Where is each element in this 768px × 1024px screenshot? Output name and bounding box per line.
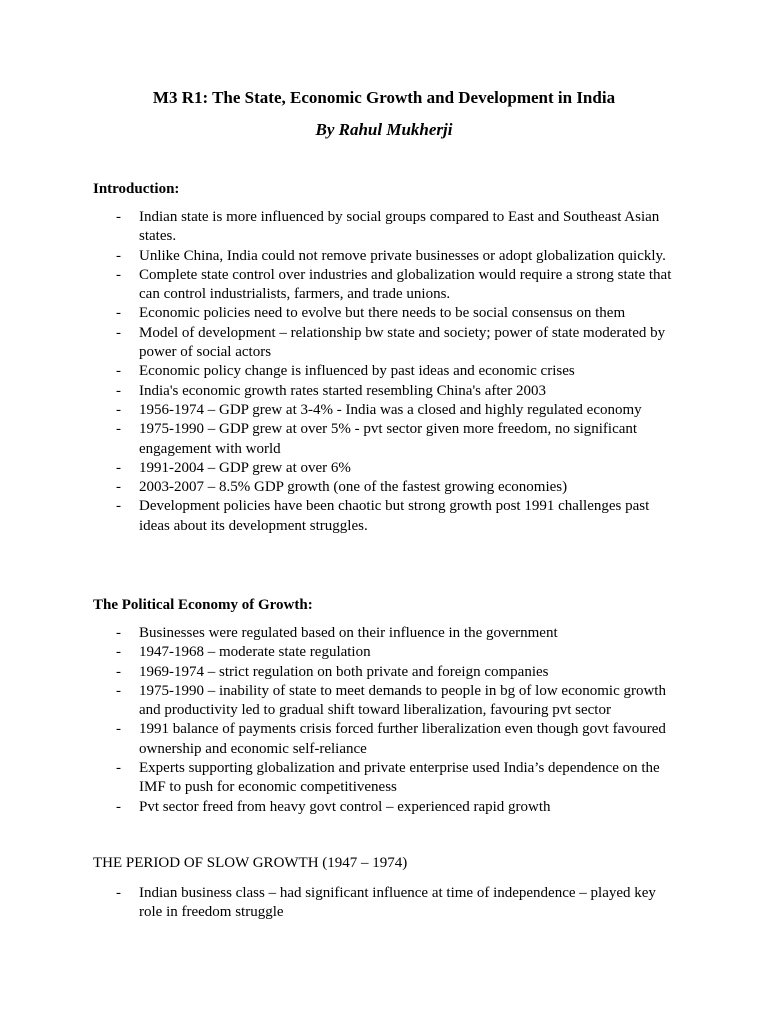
list-item-text: Indian state is more influenced by social groups compared to East and Southeast Asian states. <box>139 209 660 245</box>
list-item-text: 1969-1974 – strict regulation on both private and foreign companies <box>139 663 549 680</box>
bullet-dash: - <box>116 498 121 515</box>
bullet-dash: - <box>116 625 121 641</box>
document-title: M3 R1: The State, Economic Growth and Development in India <box>152 88 616 107</box>
list-item <box>0 663 768 682</box>
document-author: By Rahul Mukherji <box>315 120 453 139</box>
bullet-dash: - <box>116 760 121 777</box>
bullet-dash: - <box>116 266 121 283</box>
list-item <box>0 884 768 923</box>
bullet-dash: - <box>116 798 121 815</box>
political-economy-bullet-list <box>0 624 768 817</box>
list-item <box>0 624 768 643</box>
bullet-dash: - <box>116 363 121 380</box>
list-item <box>0 266 768 305</box>
bullet-dash: - <box>116 324 121 341</box>
list-item-text: Development policies have been chaotic but strong growth post 1991 challenges past ideas about its development struggles. <box>139 498 650 534</box>
list-item-text: Economic policy change is influenced by past ideas and economic crises <box>139 363 575 380</box>
list-item-text: Complete state control over industries and globalization would require a strong state that can control industrialists, farmers, and trade unions. <box>139 266 672 303</box>
bullet-dash: - <box>116 644 121 661</box>
list-item <box>0 643 768 662</box>
list-item-text: 1991-2004 – GDP grew at over 6% <box>139 459 351 476</box>
list-item-text: Pvt sector freed from heavy govt control – experienced rapid growth <box>139 798 551 815</box>
bullet-dash: - <box>116 459 121 476</box>
bullet-dash: - <box>116 401 121 418</box>
bullet-dash: - <box>116 421 121 438</box>
list-item <box>0 478 768 497</box>
slow-growth-bullet-list <box>0 884 768 923</box>
list-item <box>0 247 768 266</box>
bullet-dash: - <box>116 382 121 399</box>
list-item <box>0 208 768 247</box>
list-item-text: 1947-1968 – moderate state regulation <box>139 644 371 661</box>
section-heading-political-economy: The Political Economy of Growth: <box>93 597 313 613</box>
list-item <box>0 798 768 817</box>
bullet-dash: - <box>116 305 121 322</box>
bullet-dash: - <box>116 479 121 496</box>
list-item-text: 1975-1990 – GDP grew at over 5% - pvt sector given more freedom, no significant engagement with world <box>139 421 638 457</box>
bullet-dash: - <box>116 209 121 225</box>
bullet-dash: - <box>116 885 121 901</box>
list-item-text: 1975-1990 – inability of state to meet demands to people in bg of low economic growth and productivity led to gradual shift toward liberalization, favouring pvt sector <box>139 682 666 719</box>
list-item <box>0 682 768 721</box>
list-item-text: 2003-2007 – 8.5% GDP growth (one of the fastest growing economies) <box>139 479 568 496</box>
list-item-text: 1956-1974 – GDP grew at 3-4% - India was a closed and highly regulated economy <box>139 401 642 418</box>
list-item <box>0 304 768 323</box>
section-heading-slow-growth: THE PERIOD OF SLOW GROWTH (1947 – 1974) <box>93 855 408 871</box>
list-item-text: Model of development – relationship bw state and society; power of state moderated by power of social actors <box>139 324 666 361</box>
list-item-text: Economic policies need to evolve but there needs to be social consensus on them <box>139 305 626 322</box>
bullet-dash: - <box>116 721 121 738</box>
introduction-bullet-list <box>0 208 768 536</box>
list-item <box>0 497 768 536</box>
list-item-text: Indian business class – had significant influence at time of independence – played key role in freedom struggle <box>139 885 656 921</box>
list-item <box>0 420 768 459</box>
section-heading-introduction: Introduction: <box>93 181 180 197</box>
list-item <box>0 382 768 401</box>
list-item-text: Businesses were regulated based on their influence in the government <box>139 625 558 641</box>
list-item <box>0 459 768 478</box>
list-item-text: Unlike China, India could not remove private businesses or adopt globalization quickly. <box>139 247 666 264</box>
list-item-text: Experts supporting globalization and private enterprise used India’s dependence on the IMF to push for economic competitiveness <box>139 760 660 796</box>
bullet-dash: - <box>116 247 121 264</box>
list-item-text: India's economic growth rates started resembling China's after 2003 <box>139 382 546 399</box>
list-item-text: 1991 balance of payments crisis forced further liberalization even though govt favoured ownership and economic self-reliance <box>139 721 666 757</box>
list-item <box>0 401 768 420</box>
list-item <box>0 759 768 798</box>
bullet-dash: - <box>116 663 121 680</box>
list-item <box>0 720 768 759</box>
bullet-dash: - <box>116 682 121 699</box>
list-item <box>0 362 768 381</box>
list-item <box>0 324 768 363</box>
